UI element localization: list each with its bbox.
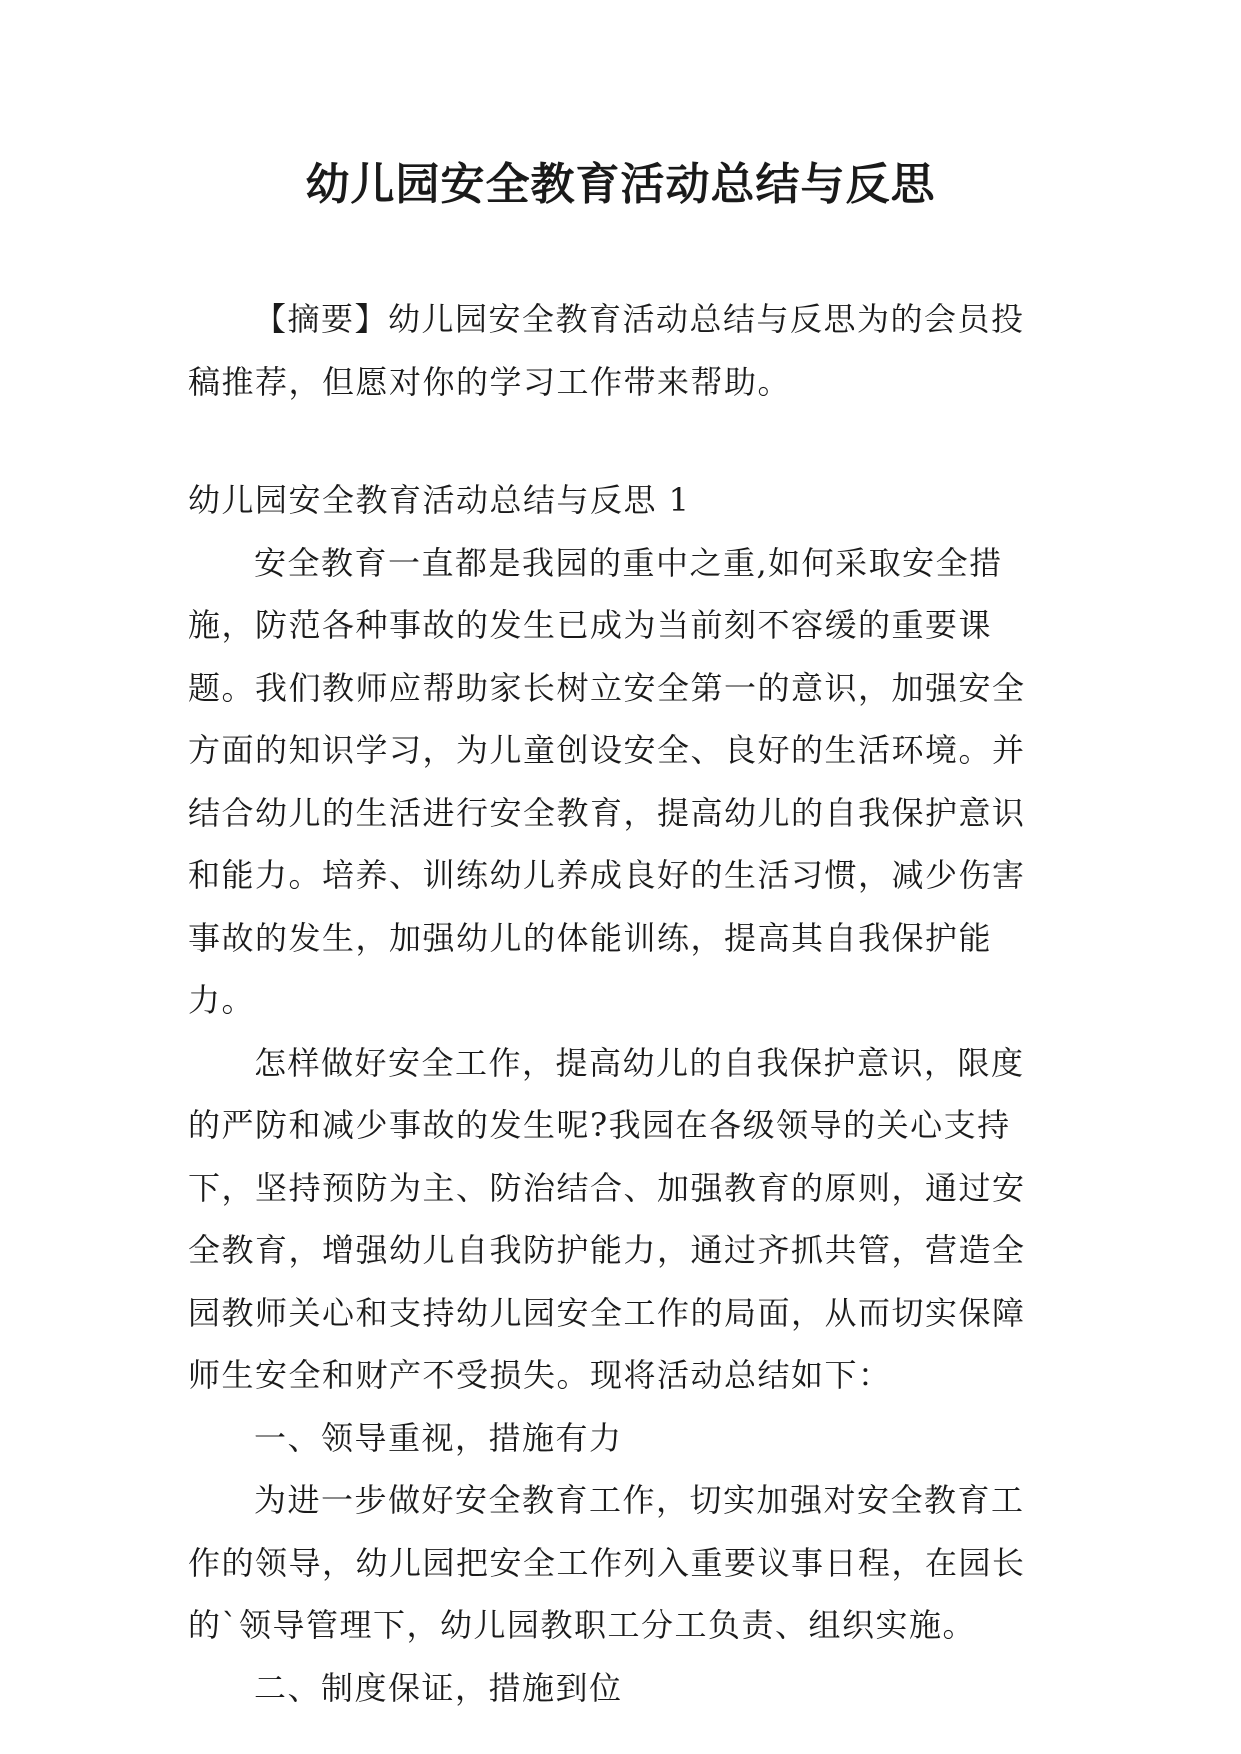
body-paragraph-1: 安全教育一直都是我园的重中之重,如何采取安全措施，防范各种事故的发生已成为当前刻不容缓的重要课题。我们教师应帮助家长树立安全第一的意识，加强安全方面的知识学习，为儿童创设安全、良好的生活环境。并结合幼儿的生活进行安全教育，提高幼儿的自我保护意识和能力。培养、训练幼儿养成良好的生活习惯，减少伤害事故的发生，加强幼儿的体能训练，提高其自我保护能力。 [188, 543, 1026, 1019]
body-paragraph-2: 怎样做好安全工作，提高幼儿的自我保护意识，限度的严防和减少事故的发生呢?我园在各级领导的关心支持下，坚持预防为主、防治结合、加强教育的原则，通过安全教育，增强幼儿自我防护能力，通过齐抓共管，营造全园教师关心和支持幼儿园安全工作的局面，从而切实保障师生安全和财产不受损失。现将活动总结如下： [188, 1043, 1026, 1394]
spacer [188, 413, 1048, 469]
subheading-leadership: 一、领导重视，措施有力 [254, 1418, 623, 1457]
body-paragraph-3: 为进一步做好安全教育工作，切实加强对安全教育工作的领导，幼儿园把安全工作列入重要议事日程，在园长的`领导管理下，幼儿园教职工分工负责、组织实施。 [188, 1481, 1026, 1644]
section-heading: 幼儿园安全教育活动总结与反思 1 [188, 481, 691, 519]
document-title: 幼儿园安全教育活动总结与反思 [305, 159, 936, 210]
document-body [188, 288, 1048, 1719]
subheading-system: 二、制度保证，措施到位 [254, 1668, 623, 1707]
abstract-paragraph: 【摘要】幼儿园安全教育活动总结与反思为的会员投稿推荐，但愿对你的学习工作带来帮助。 [188, 300, 1025, 401]
